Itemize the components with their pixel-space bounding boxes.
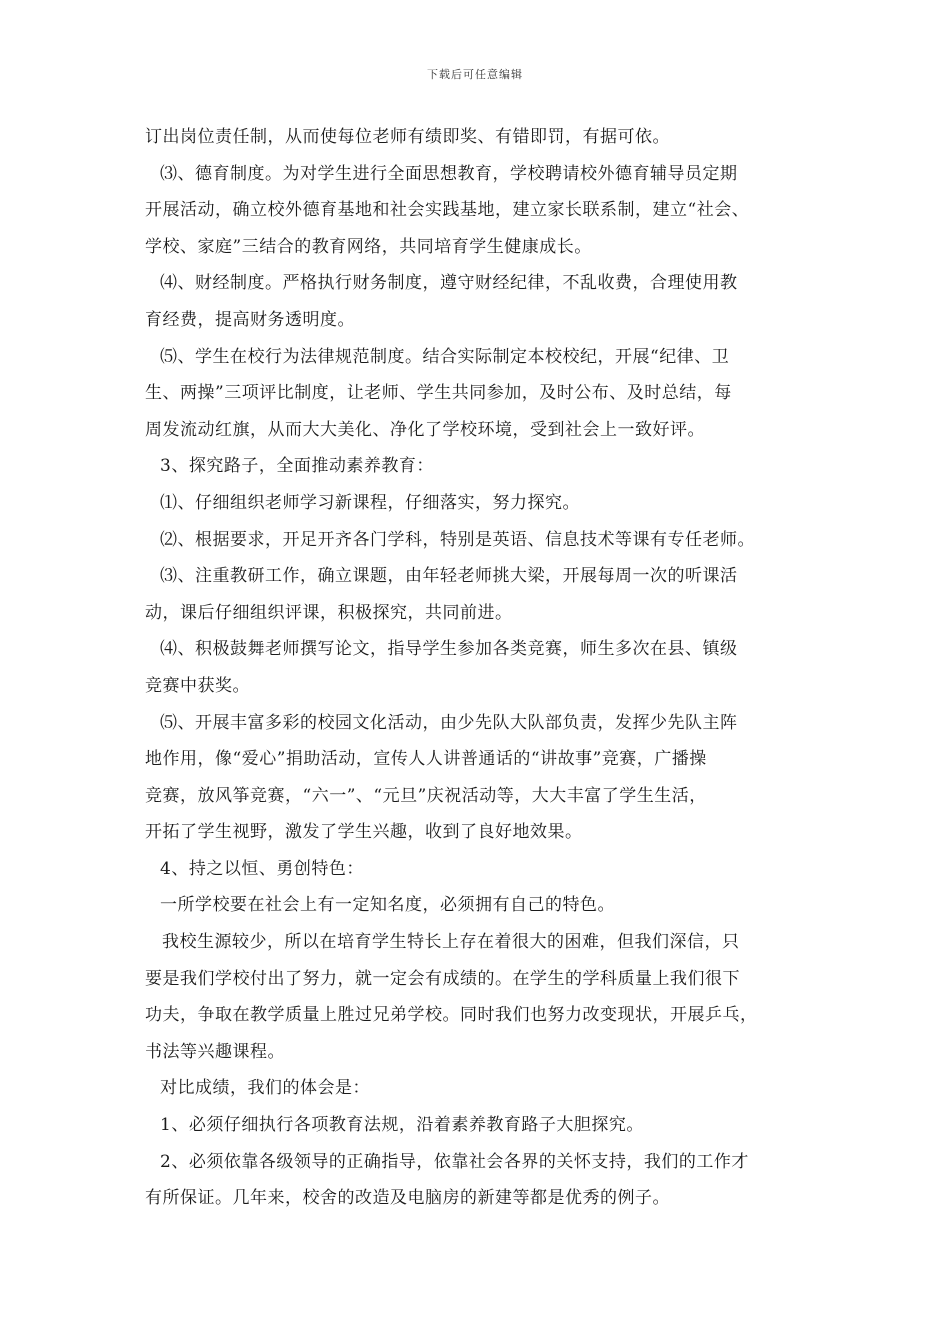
text-line: ⑸、学生在校行为法律规范制度。结合实际制定本校校纪，开展“纪律、卫 — [160, 346, 730, 367]
document-body — [145, 119, 815, 1217]
text-line: 周发流动红旗，从而大大美化、净化了学校环境，受到社会上一致好评。 — [145, 419, 705, 440]
text-line: ⑷、积极鼓舞老师撰写论文，指导学生参加各类竞赛，师生多次在县、镇级 — [160, 639, 738, 660]
page-header: 下载后可任意编辑 — [427, 68, 523, 81]
text-line: ⑸、开展丰富多彩的校园文化活动，由少先队大队部负责，发挥少先队主阵 — [160, 712, 738, 733]
text-line: 2、必须依靠各级领导的正确指导，依靠社会各界的关怀支持，我们的工作才 — [160, 1151, 749, 1172]
text-line: 开拓了学生视野，激发了学生兴趣，收到了良好地效果。 — [145, 822, 583, 843]
text-line: 有所保证。几年来，校舍的改造及电脑房的新建等都是优秀的例子。 — [145, 1188, 670, 1209]
text-line: ⑶、注重教研工作，确立课题，由年轻老师挑大梁，开展每周一次的听课活 — [160, 566, 738, 587]
text-line: ⑴、仔细组织老师学习新课程，仔细落实，努力探究。 — [160, 492, 580, 513]
text-line: ⑶、德育制度。为对学生进行全面思想教育，学校聘请校外德育辅导员定期 — [160, 163, 738, 184]
text-line: 竞赛，放风筝竞赛，“六一”、“元旦”庆祝活动等，大大丰富了学生生活， — [145, 785, 707, 806]
text-line: 4、持之以恒、勇创特色： — [160, 858, 364, 879]
text-line: 一所学校要在社会上有一定知名度，必须拥有自己的特色。 — [160, 895, 615, 916]
text-line: 对比成绩，我们的体会是： — [160, 1078, 370, 1099]
text-line: 开展活动，确立校外德育基地和社会实践基地，建立家长联系制，建立“社会、 — [145, 200, 750, 221]
text-line: 生、两操”三项评比制度，让老师、学生共同参加，及时公布、及时总结，每 — [145, 383, 732, 404]
text-line: 地作用，像“爱心”捐助活动，宣传人人讲普通话的“讲故事”竞赛，广播操 — [145, 749, 707, 770]
text-line: 我校生源较少，所以在培育学生特长上存在着很大的困难，但我们深信，只 — [162, 932, 740, 953]
text-line: 3、探究路子，全面推动素养教育： — [160, 456, 434, 477]
text-line: 功夫，争取在教学质量上胜过兄弟学校。同时我们也努力改变现状，开展乒乓， — [145, 1005, 758, 1026]
text-line: 动，课后仔细组织评课，积极探究，共同前进。 — [145, 602, 513, 623]
text-line: 订出岗位责任制，从而使每位老师有绩即奖、有错即罚，有据可依。 — [145, 127, 670, 147]
text-line: 要是我们学校付出了努力，就一定会有成绩的。在学生的学科质量上我们很下 — [145, 968, 740, 989]
text-line: 竞赛中获奖。 — [145, 675, 250, 696]
text-line: ⑵、根据要求，开足开齐各门学科，特别是英语、信息技术等课有专任老师。 — [160, 529, 755, 550]
text-line: 学校、家庭”三结合的教育网络，共同培育学生健康成长。 — [145, 236, 592, 257]
text-line: 1、必须仔细执行各项教育法规，沿着素养教育路子大胆探究。 — [160, 1115, 644, 1136]
text-line: 书法等兴趣课程。 — [145, 1041, 285, 1062]
text-line: 育经费，提高财务透明度。 — [145, 309, 355, 330]
text-line: ⑷、财经制度。严格执行财务制度，遵守财经纪律，不乱收费，合理使用教 — [160, 273, 738, 294]
